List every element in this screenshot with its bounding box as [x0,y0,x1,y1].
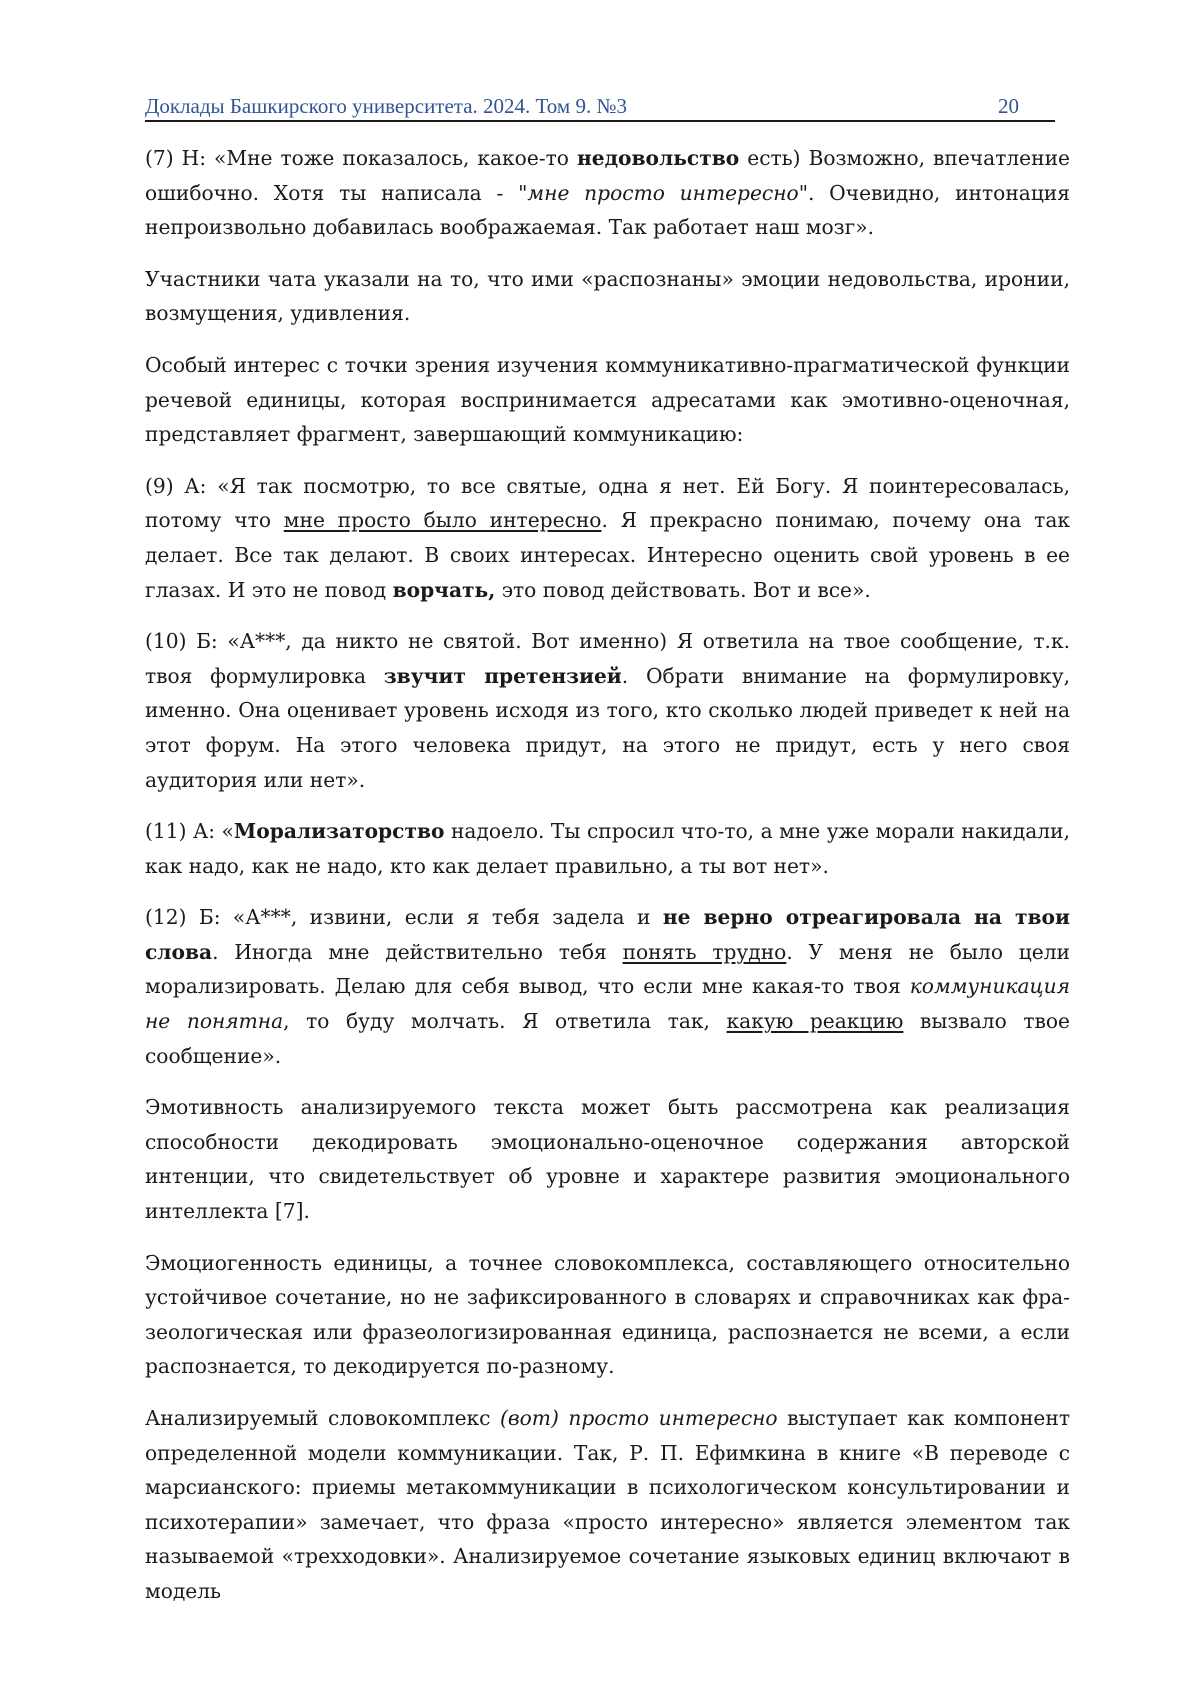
text-run: . Обрати внимание на формулировку, именно. Она оценивает уровень исходя из того, кто сколько людей приведет к ней на этот форум. На этого человека придут, на этого не придут, есть у него своя аудитория или нет». [145,664,1070,792]
text-run: (12) Б: «А***, извини, если я тебя задела и [145,905,663,929]
emphasis-underline: мне просто было интересно [284,508,602,532]
example-10 [145,624,1070,797]
journal-title: Доклады Башкирского университета. 2024. Том 9. №3 [145,94,627,119]
paragraph-emotiogenicity: Эмоциогенность единицы, а точнее словокомплекса, составляющего относительно устойчивое сочетание, но не зафиксированного в словарях и справочниках как фра­зеологическая или фразеологизированная единица, распознается не всеми, а если рас­познается, то декодируется по-разному. [145,1246,1070,1384]
example-11 [145,814,1070,883]
emphasis-italic: мне просто интересно [527,181,798,205]
emphasis-bold: ворчать, [393,578,496,602]
example-7 [145,141,1070,245]
text-run: . У меня не было цели морализировать. Де­лаю для себя вывод, что если мне какая-то твоя [145,940,1070,999]
text-run: Анализируемый словокомплекс [145,1406,500,1430]
article-body [145,141,1070,1626]
text-run: выступает как компонент определенной модели коммуникации. Так, Р. П. Ефимкина в книге «В переводе с мар­сианского: приемы метакоммуникации в психологическом консультировании и пси­хотерапии» замечает, что фраза «просто интересно» является элементом так называе­мой «трехходовки». Анализируемое сочетание языковых единиц включают в модель [145,1406,1070,1603]
text-run: . Ино­гда мне действительно тебя [212,940,622,964]
emphasis-italic: (вот) просто интересно [500,1406,778,1430]
text-run: . Я прекрасно понимаю, почему она так делает. Все так делают. В своих интересах. Интересно оценить свой уровень в ее глазах. И это не по­вод [145,508,1070,601]
example-12 [145,900,1070,1073]
paragraph-special-interest: Особый интерес с точки зрения изучения коммуникативно-прагматической функции речевой единицы, которая воспринимается адресатами как эмотивно-оценочная, представляет фрагмент, завершающий коммуникацию: [145,348,1070,452]
emphasis-bold: звучит претензией [384,664,622,688]
paragraph-emotivity: Эмотивность анализируемого текста может быть рассмотрена как реализация способ­ности декодировать эмоционально-оценочное содержания авторской интенции, что свидетельствует об уровне и характере развития эмоционального интеллекта [7]. [145,1090,1070,1228]
text-run: вызвало твое сообщение». [145,1009,1070,1068]
emphasis-bold: Морализаторство [234,819,445,843]
running-header [145,92,1055,122]
emphasis-bold: не верно отреагировала на твои слова [145,905,1070,964]
text-run: (7) Н: «Мне тоже показалось, какое-то [145,146,577,170]
text-run: есть) Возможно, впечатление ошибочно. Хотя ты написала - " [145,146,1070,205]
paragraph-participants: Участники чата указали на то, что ими «распознаны» эмоции недовольства, иронии, возмущения, удивления. [145,262,1070,331]
paragraph-analyzed-complex [145,1401,1070,1609]
emphasis-underline: какую реакцию [727,1009,904,1033]
text-run: (10) Б: «А***, да никто не святой. Вот именно) Я ответила на твое сообщение, т.к. твоя формулировка [145,629,1070,688]
text-run: (9) А: «Я так посмотрю, то все святые, одна я нет. Ей Богу. Я поинтересовалась, потому что [145,474,1070,533]
emphasis-underline: понять трудно [623,940,787,964]
text-run: надоело. Ты спросил что-то, а мне уже морали накидали, как надо, как не надо, кто как делает правильно, а ты вот нет». [145,819,1070,878]
example-9 [145,469,1070,607]
text-run: это повод действовать. Вот и все». [495,578,871,602]
emphasis-bold: недовольство [577,146,739,170]
text-run: , то буду молчать. Я ответила так, [283,1009,726,1033]
text-run: ". Очевидно, интонация непро­извольно добавилась воображаемая. Так работает наш мозг». [145,181,1070,240]
text-run: (11) А: « [145,819,234,843]
page-number: 20 [998,94,1019,119]
emphasis-italic: коммуникация не понятна [145,974,1070,1033]
